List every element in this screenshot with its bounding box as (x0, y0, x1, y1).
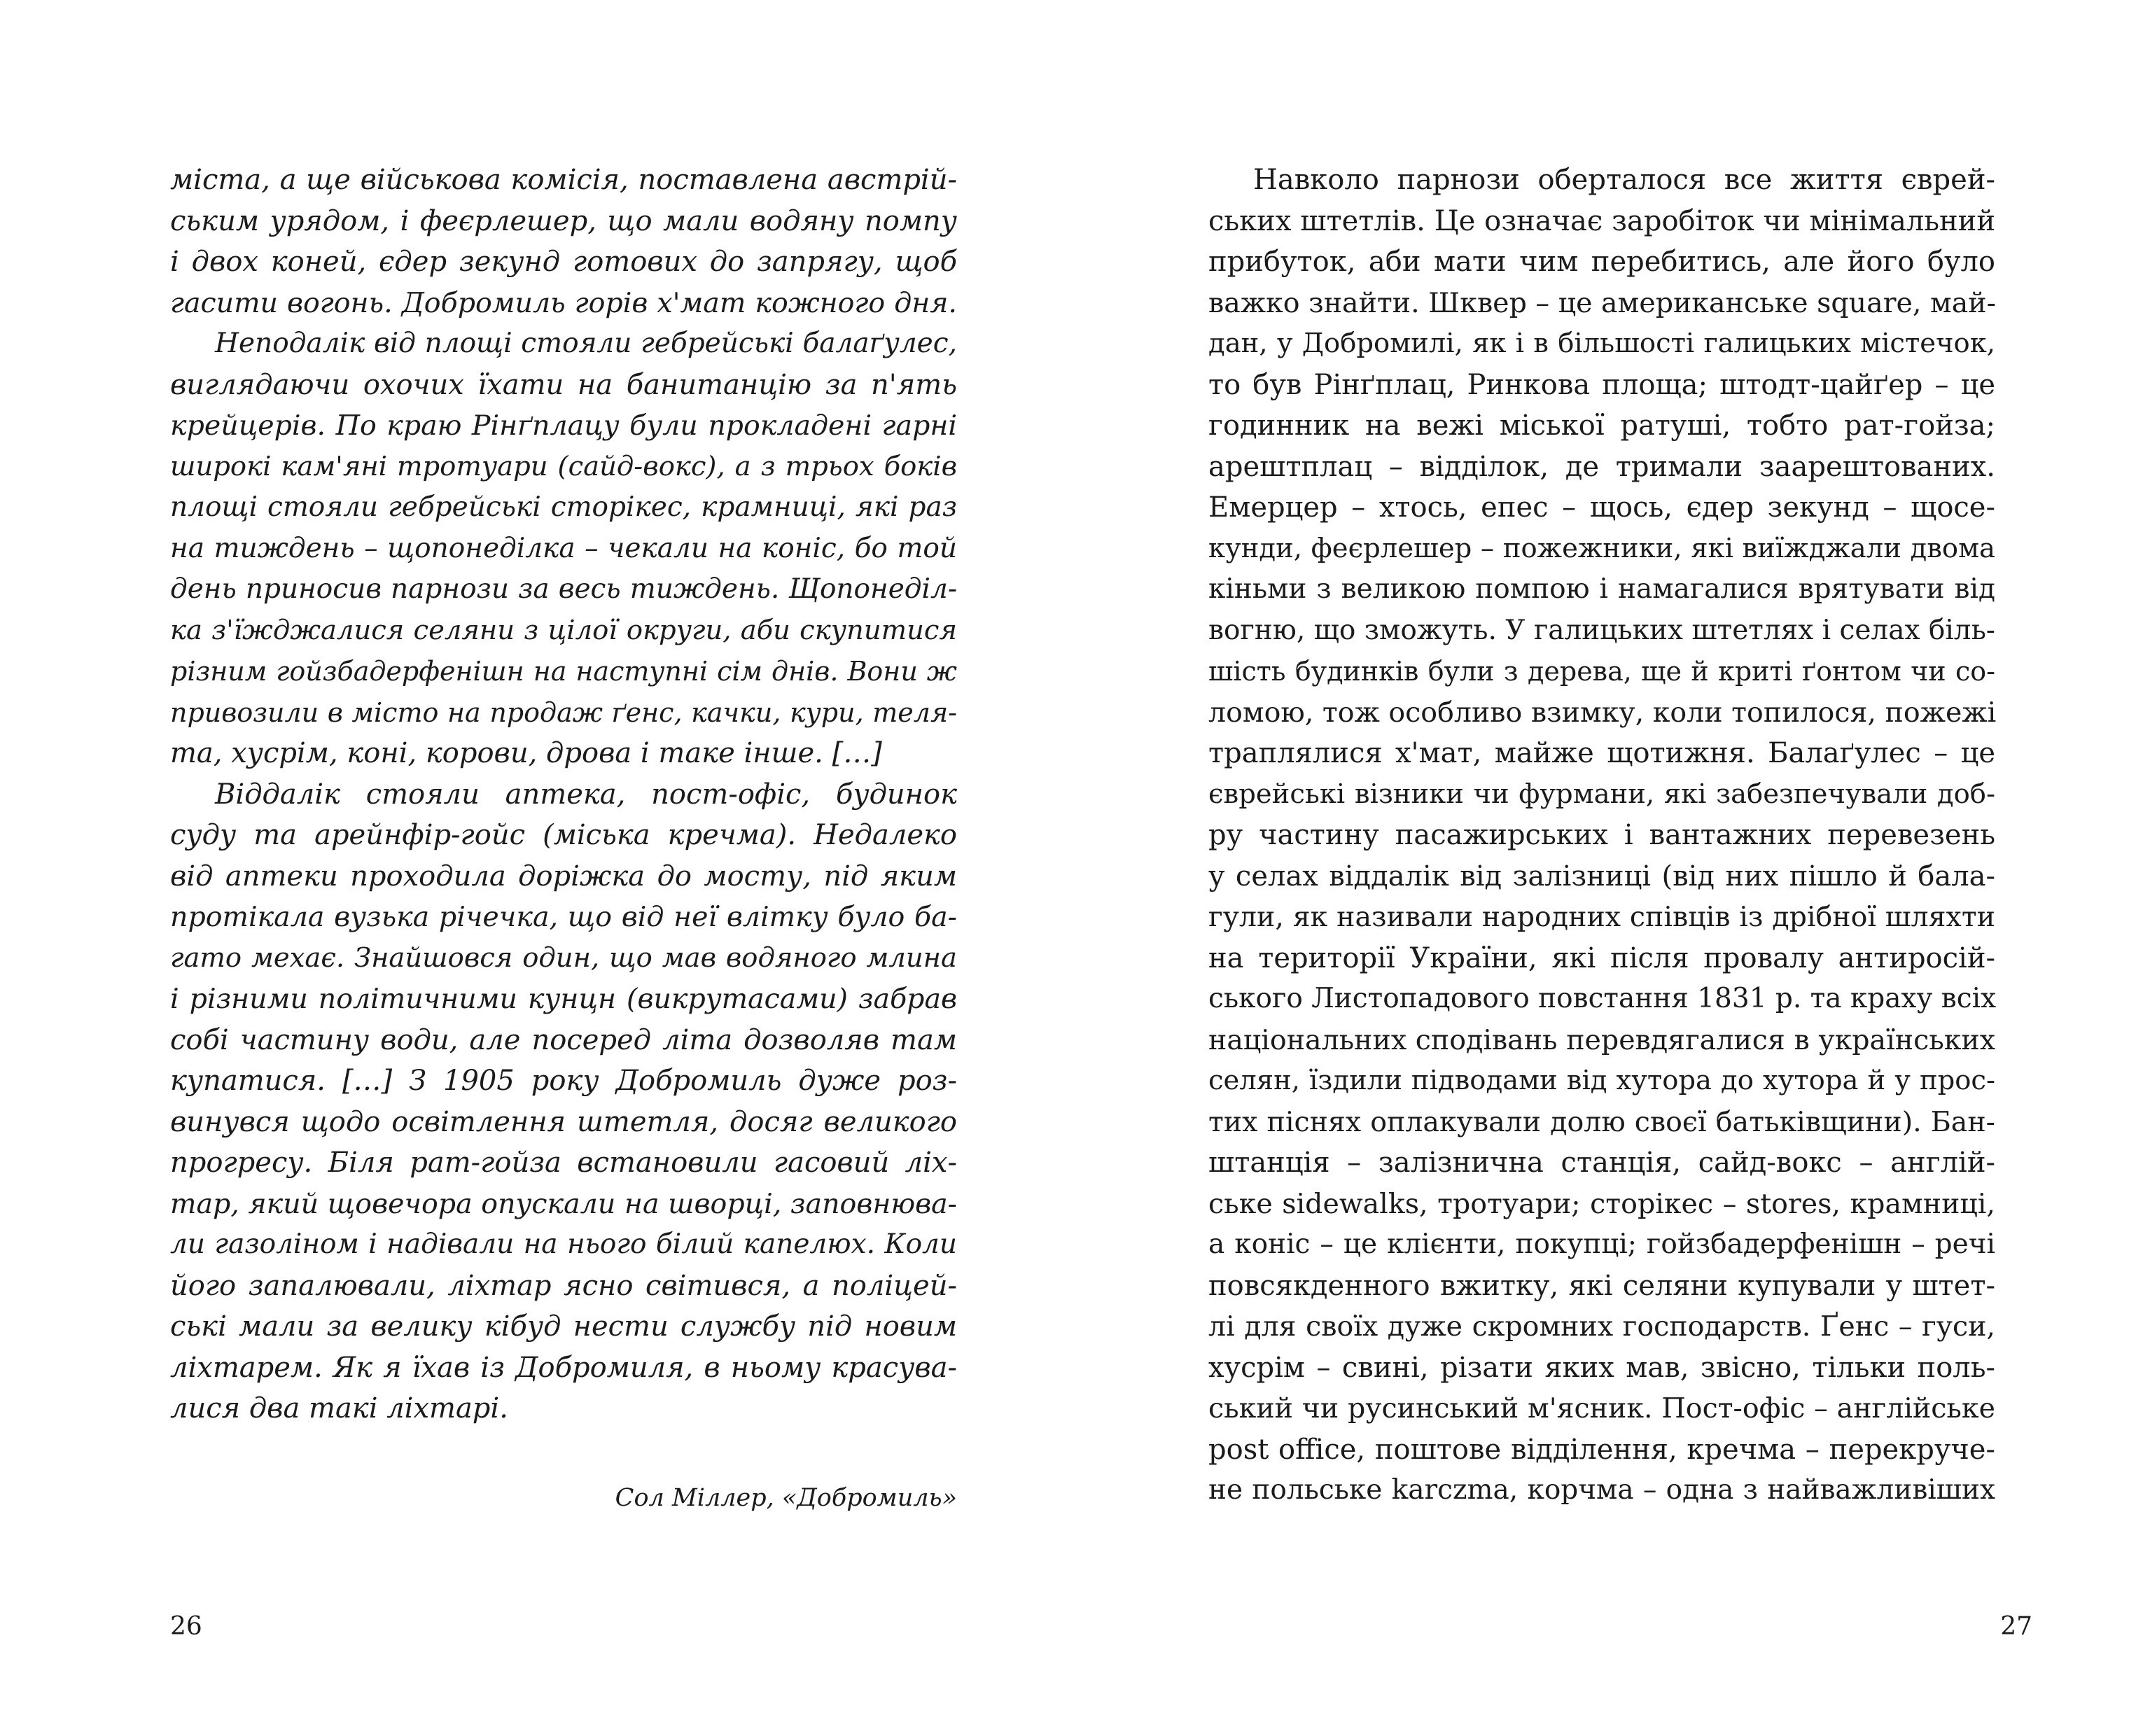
text-line: ським урядом, і феєрлешер, що мали водяну помпу (170, 204, 957, 237)
text-line: Неподалік від площі стояли гебрейські балаґулес, (215, 328, 957, 359)
page-number: 27 (2000, 1612, 2032, 1641)
text-line: ський чи русинський м'ясник. Пост-офіс – англійське (1208, 1392, 1995, 1424)
text-line: у селах віддалік від залізниці (від них пішло й бала- (1208, 860, 1995, 892)
text-line: лі для своїх дуже скромних господарств. Ґенс – гуси, (1208, 1310, 1995, 1343)
right-page-text (1208, 160, 1995, 1511)
text-line: гато мехає. Знайшовся один, що мав водяного млина (170, 941, 957, 974)
text-line: повсякденного вжитку, які селяни купували у штет- (1208, 1269, 1995, 1302)
text-line: Емерцер – хтось, епес – щось, єдер зекунд – щосе- (1208, 491, 1995, 524)
page-number: 26 (170, 1612, 202, 1641)
text-line: то був Рінґплац, Ринкова площа; штодт-цайґер – це (1208, 368, 1995, 401)
text-line: Навколо парнози оберталося все життя єврей- (1253, 164, 1995, 196)
text-line: хусрім – свині, різати яких мав, звісно, тільки поль- (1208, 1351, 1995, 1384)
text-line: винувся щодо освітлення штетля, досяг великого (170, 1105, 957, 1138)
text-line: а коніс – це клієнти, покупці; гойзбадерфенішн – речі (1208, 1228, 1995, 1260)
text-line: post office, поштове відділення, кречма – перекруче- (1208, 1433, 1995, 1466)
text-line: ли газоліном і надівали на нього білий капелюх. Коли (170, 1228, 957, 1260)
text-line: на тиждень – щопонеділка – чекали на коніс, бо той (170, 532, 957, 564)
text-line: та, хусрім, коні, корови, дрова і таке інше. […] (170, 737, 882, 769)
text-line: ських штетлів. Це означає заробіток чи мінімальний (1208, 204, 1995, 237)
text-line: привозили в місто на продаж ґенс, качки, кури, теля- (170, 696, 957, 728)
text-line: ське sidewalks, тротуари; сторікес – stores, крамниці, (1208, 1187, 1995, 1220)
text-line: на території України, які після провалу антиросій- (1208, 941, 1995, 974)
text-line: і двох коней, єдер зекунд готових до запрягу, щоб (170, 246, 957, 278)
text-line: Віддалік стояли аптека, пост-офіс, будинок (215, 778, 957, 811)
text-line: міста, а ще військова комісія, поставлена австрій- (170, 164, 957, 196)
text-line: прибуток, аби мати чим перебитись, але його було (1208, 246, 1995, 278)
right-page (1075, 0, 2150, 1736)
text-line: ські мали за велику кібуд нести службу під новим (170, 1310, 957, 1343)
text-line: собі частину води, але посеред літа дозволяв там (170, 1023, 957, 1056)
text-line: єврейські візники чи фурмани, які забезпечували доб- (1208, 778, 1995, 810)
text-line: арештплац – відділок, де тримали заарештованих. (1208, 450, 1995, 483)
text-line: дан, у Добромилі, як і в більшості галицьких містечок, (1208, 328, 1995, 359)
text-line: ру частину пасажирських і вантажних перевезень (1208, 819, 1995, 851)
text-line: траплялися х'мат, майже щотижня. Балаґулес – це (1208, 737, 1995, 769)
text-line: різним гойзбадерфенішн на наступні сім днів. Вони ж (170, 656, 957, 687)
text-line: лися два такі ліхтарі. (170, 1392, 508, 1424)
text-line: ського Листопадового повстання 1831 р. та краху всіх (1208, 983, 1997, 1014)
left-page-text (170, 160, 957, 1429)
text-line: тар, який щовечора опускали на шворці, заповнюва- (170, 1187, 957, 1220)
text-line: його запалювали, ліхтар ясно світився, а поліцей- (170, 1269, 957, 1302)
text-line: крейцерів. По краю Рінґплацу були прокладені гарні (170, 410, 957, 442)
text-line: ка з'їжджалися селяни з цілої округи, аби скупитися (170, 614, 957, 646)
text-line: національних сподівань перевдягалися в українських (1208, 1023, 1995, 1056)
text-line: ломою, тож особливо взимку, коли топилося, пожежі (1208, 696, 1997, 729)
text-line: важко знайти. Шквер – це американське square, май- (1208, 286, 1996, 319)
text-line: виглядаючи охочих їхати на банитанцію за п'ять (170, 368, 957, 401)
text-line: гули, як називали народних співців із дрібної шляхти (1208, 901, 1995, 933)
text-line: протікала вузька річечка, що від неї влітку було ба- (170, 901, 957, 933)
text-line: кіньми з великою помпою і намагалися врятувати від (1208, 573, 1995, 605)
text-line: не польське karczma, корчма – одна з найважливіших (1208, 1474, 1995, 1506)
quote-attribution: Сол Міллер, «Добромиль» (615, 1484, 957, 1512)
text-line: прогресу. Біля рат-гойза встановили гасовий ліх- (170, 1147, 957, 1179)
text-line: ліхтарем. Як я їхав із Добромиля, в ньому красува- (170, 1351, 957, 1384)
text-line: купатися. […] З 1905 року Добромиль дуже роз- (170, 1065, 957, 1097)
text-line: широкі кам'яні тротуари (сайд-вокс), а з трьох боків (170, 450, 957, 482)
text-line: тих піснях оплакували долю своєї батьківщини). Бан- (1208, 1105, 1995, 1138)
text-line: годинник на вежі міської ратуші, тобто рат-гойза; (1208, 410, 1995, 442)
text-line: день приносив парнози за весь тиждень. Щопонеділ- (170, 573, 957, 605)
text-line: кунди, феєрлешер – пожежники, які виїжджали двома (1208, 532, 1995, 564)
text-line: вогню, що зможуть. У галицьких штетлях і селах біль- (1208, 614, 1995, 646)
text-line: площі стояли гебрейські сторікес, крамниці, які раз (170, 491, 957, 523)
text-line: гасити вогонь. Добромиль горів х'мат кожного дня. (170, 286, 957, 319)
text-line: шість будинків були з дерева, ще й криті ґонтом чи со- (1208, 656, 1995, 687)
text-line: і різними політичними кунцн (викрутасами) забрав (170, 983, 957, 1015)
text-line: штанція – залізнична станція, сайд-вокс – англій- (1208, 1147, 1995, 1179)
text-line: суду та арейнфір-гойс (міська кречма). Недалеко (170, 819, 957, 851)
text-line: від аптеки проходила доріжка до мосту, під яким (170, 860, 957, 892)
text-line: селян, їздили підводами від хутора до хутора й у прос- (1208, 1065, 1995, 1096)
